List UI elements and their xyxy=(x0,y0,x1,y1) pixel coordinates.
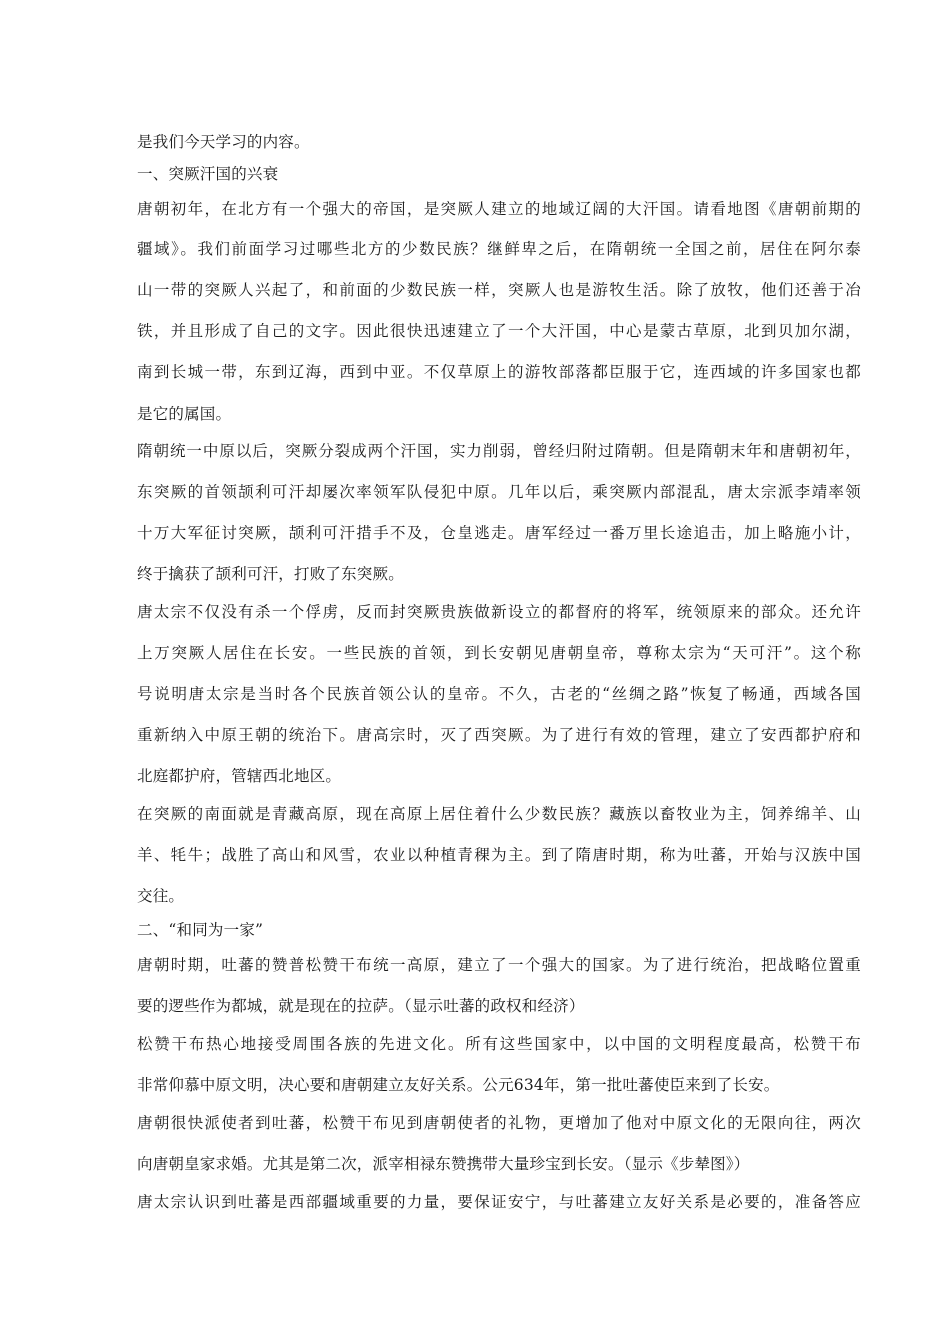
text-line: 是我们今天学习的内容。 xyxy=(137,133,310,151)
text-line: 羊、牦牛；战胜了高山和风雪，农业以种植青稞为主。到了隋唐时期，称为吐蕃，开始与汉族中国 xyxy=(137,846,861,864)
text-line: 唐太宗认识到吐蕃是西部疆域重要的力量，要保证安宁，与吐蕃建立友好关系是必要的，准备答应 xyxy=(137,1193,861,1211)
text-line: 疆域》。我们前面学习过哪些北方的少数民族？继鲜卑之后，在隋朝统一全国之前，居住在阿尔泰 xyxy=(137,240,861,258)
text-line: 铁，并且形成了自己的文字。因此很快迅速建立了一个大汗国，中心是蒙古草原，北到贝加尔湖， xyxy=(137,322,861,340)
text-line: 交往。 xyxy=(137,887,185,905)
text-line: 唐朝时期，吐蕃的赞普松赞干布统一高原，建立了一个强大的国家。为了进行统治，把战略位置重 xyxy=(137,956,861,974)
text-line: 号说明唐太宗是当时各个民族首领公认的皇帝。不久，古老的“丝绸之路”恢复了畅通，西域各国 xyxy=(137,685,861,703)
text-line: 终于擒获了颉利可汗，打败了东突厥。 xyxy=(137,565,404,583)
text-line: 山一带的突厥人兴起了，和前面的少数民族一样，突厥人也是游牧生活。除了放牧，他们还善于冶 xyxy=(137,281,861,299)
text-line: 重新纳入中原王朝的统治下。唐高宗时，灭了西突厥。为了进行有效的管理，建立了安西都护府和 xyxy=(137,726,861,744)
text-line: 东突厥的首领颉利可汗却屡次率领军队侵犯中原。几年以后，乘突厥内部混乱，唐太宗派李靖率领 xyxy=(137,483,861,501)
section-heading: 一、突厥汗国的兴衰 xyxy=(137,165,279,183)
text-line: 唐朝初年，在北方有一个强大的帝国，是突厥人建立的地域辽阔的大汗国。请看地图《唐朝前期的 xyxy=(137,200,861,218)
text-line: 上万突厥人居住在长安。一些民族的首领，到长安朝见唐朝皇帝，尊称太宗为“天可汗”。这个称 xyxy=(137,644,861,662)
text-line: 松赞干布热心地接受周围各族的先进文化。所有这些国家中，以中国的文明程度最高，松赞干布 xyxy=(137,1035,861,1053)
text-line: 南到长城一带，东到辽海，西到中亚。不仅草原上的游牧部落都臣服于它，连西域的许多国家也都 xyxy=(137,363,861,381)
text-line: 北庭都护府，管辖西北地区。 xyxy=(137,767,342,785)
text-line: 隋朝统一中原以后，突厥分裂成两个汗国，实力削弱，曾经归附过隋朝。但是隋朝末年和唐朝初年， xyxy=(137,442,861,460)
text-line: 是它的属国。 xyxy=(137,405,232,423)
text-line: 要的逻些作为都城，就是现在的拉萨。（显示吐蕃的政权和经济） xyxy=(137,997,585,1015)
text-line: 唐朝很快派使者到吐蕃，松赞干布见到唐朝使者的礼物，更增加了他对中原文化的无限向往，两次 xyxy=(137,1114,861,1132)
text-line: 十万大军征讨突厥，颉利可汗措手不及，仓皇逃走。唐军经过一番万里长途追击，加上略施小计， xyxy=(137,524,861,542)
text-line: 向唐朝皇家求婚。尤其是第二次，派宰相禄东赞携带大量珍宝到长安。（显示《步辇图》） xyxy=(137,1155,750,1173)
section-heading: 二、“和同为一家” xyxy=(137,921,264,939)
text-line: 在突厥的南面就是青藏高原，现在高原上居住着什么少数民族？藏族以畜牧业为主，饲养绵羊、山 xyxy=(137,805,861,823)
text-line: 非常仰慕中原文明，决心要和唐朝建立友好关系。公元634年，第一批吐蕃使臣来到了长安。 xyxy=(137,1076,780,1094)
text-line: 唐太宗不仅没有杀一个俘虏，反而封突厥贵族做新设立的都督府的将军，统领原来的部众。还允许 xyxy=(137,603,861,621)
